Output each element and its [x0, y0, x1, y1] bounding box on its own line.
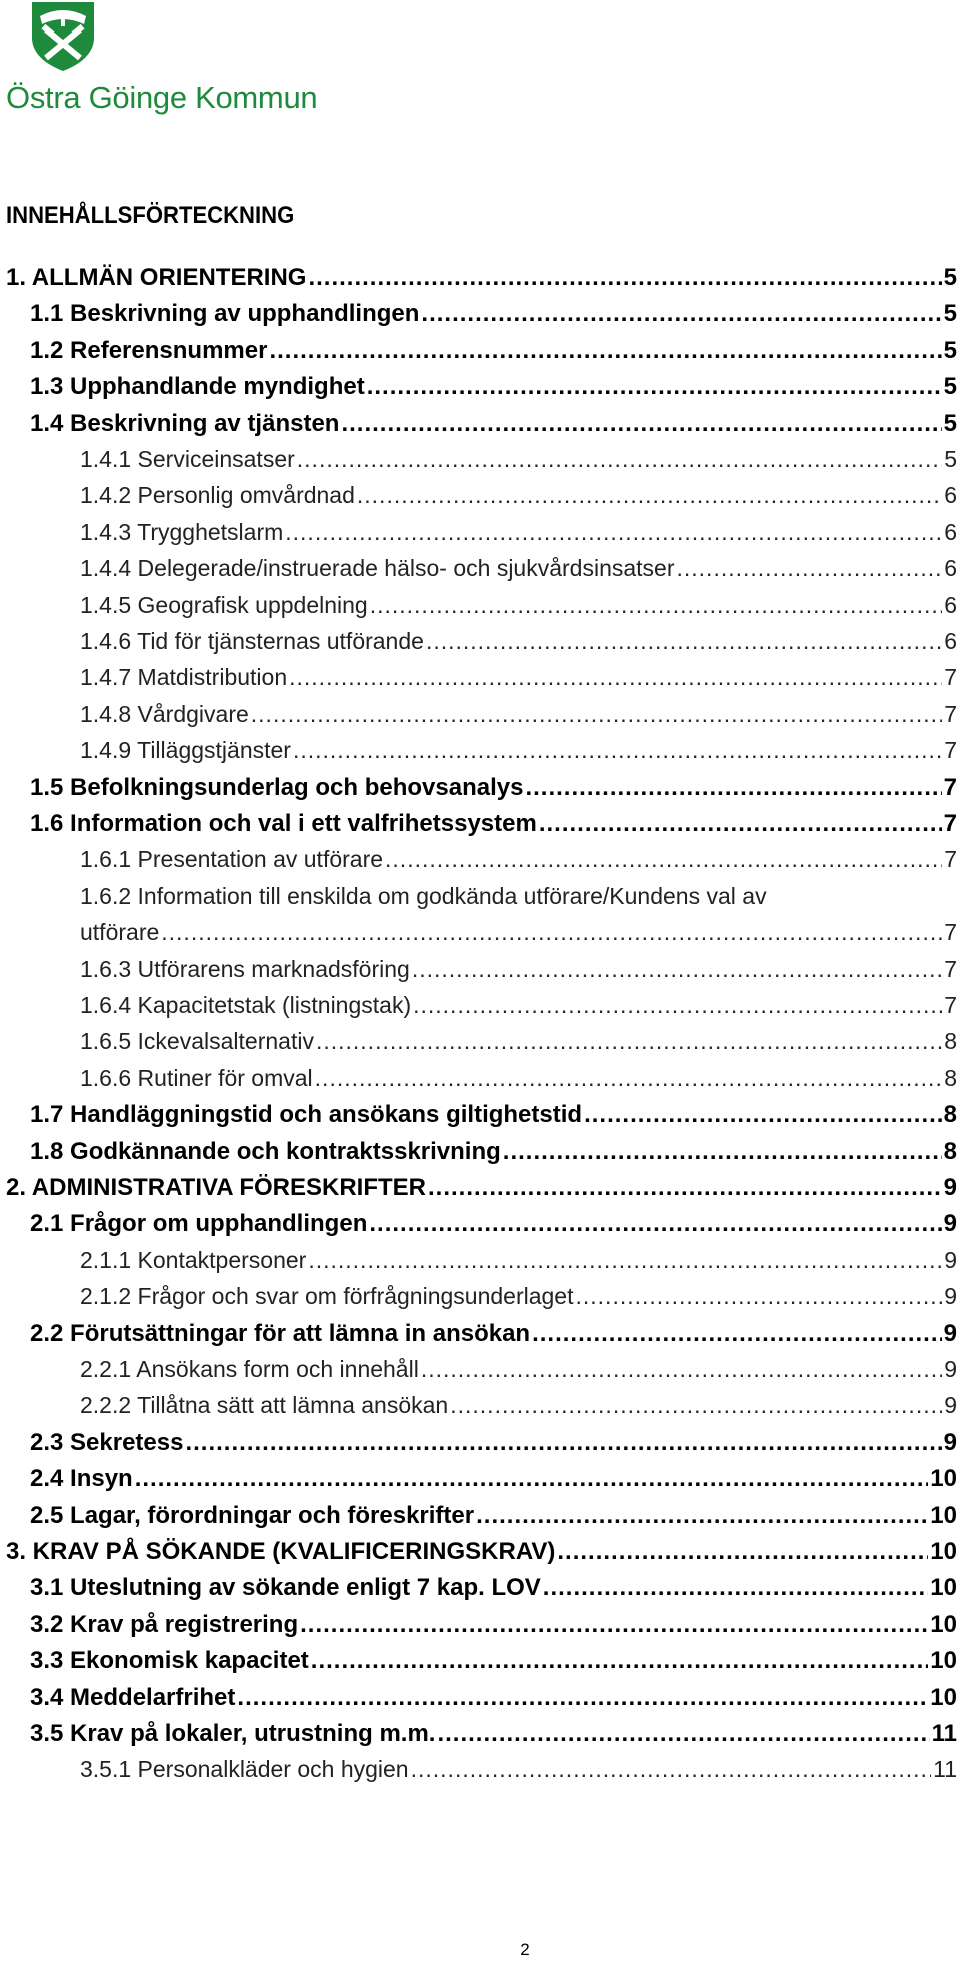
toc-entry[interactable] [80, 555, 957, 582]
toc-entry-page: 9 [943, 1428, 957, 1456]
toc-leader-dots [411, 1756, 932, 1783]
toc-entry[interactable] [30, 373, 957, 401]
toc-entry-page: 10 [930, 1538, 957, 1565]
toc-entry[interactable] [80, 1028, 957, 1055]
toc-entry[interactable] [30, 1465, 957, 1493]
toc-leader-dots [316, 1028, 942, 1055]
toc-leader-dots [315, 1065, 943, 1092]
toc-entry-page: 7 [944, 919, 957, 946]
toc-leader-dots [293, 737, 942, 764]
toc-entry-label: 1.6.2 Information till enskilda om godkända utförare/Kundens val av [80, 882, 767, 909]
toc-leader-dots [308, 1247, 942, 1274]
toc-entry-page: 8 [944, 1064, 957, 1091]
toc-entry-label: 1.4.4 Delegerade/instruerade hälso- och sjukvårdsinsatser [80, 555, 675, 582]
toc-entry[interactable] [80, 592, 957, 619]
toc-leader-dots [237, 1684, 928, 1712]
toc-leader-dots [357, 482, 942, 509]
toc-entry-page: 6 [944, 591, 957, 618]
toc-entry-page: 10 [930, 1647, 957, 1675]
toc-leader-dots [370, 592, 943, 619]
toc-entry-page: 9 [943, 1210, 957, 1238]
toc-leader-dots [421, 300, 941, 328]
toc-entry-label: 2.2.1 Ansökans form och innehåll [80, 1356, 419, 1382]
toc-entry-label: 1.6.5 Ickevalsalternativ [80, 1028, 314, 1055]
toc-leader-dots [543, 1574, 929, 1602]
toc-entry-label: 2.2.2 Tillåtna sätt att lämna ansökan [80, 1392, 449, 1419]
toc-entry-page: 7 [944, 700, 957, 727]
toc-entry[interactable] [30, 1320, 957, 1348]
toc-leader-dots [503, 1138, 942, 1166]
toc-leader-dots [413, 992, 942, 1019]
toc-entry-page: 5 [943, 300, 957, 328]
toc-entry-label: 1.4.3 Trygghetslarm [80, 518, 284, 545]
toc-entry-label: 1.6.1 Presentation av utförare [80, 846, 384, 873]
toc-entry[interactable] [30, 300, 957, 328]
toc-entry[interactable] [80, 846, 957, 873]
toc-entry-label: 1.4.6 Tid för tjänsternas utförande [80, 628, 424, 654]
toc-entry[interactable] [30, 1101, 957, 1129]
toc-leader-dots [437, 1720, 929, 1748]
toc-entry[interactable] [80, 737, 957, 764]
toc-entry[interactable] [80, 1065, 957, 1092]
toc-entry-label: 3. KRAV PÅ SÖKANDE (KVALIFICERINGSKRAV) [6, 1538, 556, 1565]
toc-entry[interactable] [6, 264, 957, 292]
toc-entry-page: 7 [943, 810, 957, 837]
toc-entry-label: 3.5 Krav på lokaler, utrustning m.m. [30, 1720, 436, 1747]
toc-entry-label: 3.1 Uteslutning av sökande enligt 7 kap. LOV [30, 1574, 541, 1602]
toc-entry-page: 10 [930, 1610, 957, 1638]
toc-entry-page: 6 [944, 518, 957, 545]
toc-entry[interactable] [80, 1247, 957, 1274]
toc-entry[interactable] [80, 992, 957, 1019]
toc-entry[interactable] [30, 1429, 957, 1457]
toc-entry-label: 1.4.2 Personlig omvårdnad [80, 482, 355, 509]
toc-entry-label: 3.4 Meddelarfrihet [30, 1683, 236, 1711]
toc-entry[interactable] [30, 810, 957, 838]
municipal-shield-icon [30, 0, 96, 72]
toc-leader-dots [385, 846, 942, 873]
toc-leader-dots [421, 1356, 942, 1383]
toc-entry-page: 8 [944, 1028, 957, 1055]
toc-entry-label: 2. ADMINISTRATIVA FÖRESKRIFTER [6, 1174, 426, 1201]
toc-leader-dots [285, 519, 942, 546]
toc-leader-dots [369, 1210, 941, 1238]
toc-entry-page: 10 [930, 1574, 957, 1602]
toc-leader-dots [269, 337, 941, 365]
toc-leader-dots [532, 1320, 942, 1348]
toc-entry-page: 8 [943, 1101, 957, 1129]
toc-entry-label: 1.6.4 Kapacitetstak (listningstak) [80, 992, 412, 1018]
toc-entry[interactable] [30, 1611, 957, 1639]
toc-entry-label: 1.6.6 Rutiner för omval [80, 1064, 313, 1091]
toc-entry[interactable] [30, 774, 957, 802]
toc-entry-page: 10 [930, 1683, 957, 1711]
toc-entry[interactable] [30, 337, 957, 365]
toc-entry-page: 9 [944, 1283, 957, 1310]
toc-entry-label: 1.4 Beskrivning av tjänsten [30, 409, 340, 437]
toc-entry-page: 7 [944, 846, 957, 873]
toc-entry[interactable] [80, 628, 957, 655]
toc-entry-page: 6 [944, 555, 957, 582]
toc-leader-dots [308, 264, 941, 292]
toc-entry[interactable] [80, 956, 957, 983]
toc-leader-dots [161, 919, 942, 946]
toc-entry-label: 1.6.3 Utförarens marknadsföring [80, 955, 410, 982]
toc-entry-page: 6 [944, 482, 957, 509]
toc-entry[interactable] [30, 410, 957, 438]
toc-entry-page: 5 [944, 446, 957, 472]
toc-leader-dots [289, 664, 942, 691]
toc-entry-page: 7 [944, 992, 957, 1018]
toc-leader-dots [341, 410, 941, 438]
toc-entry-page: 7 [943, 773, 957, 801]
toc-entry[interactable] [80, 519, 957, 546]
toc-leader-dots [297, 446, 942, 473]
toc-entry-label: 2.1 Frågor om upphandlingen [30, 1210, 368, 1238]
toc-entry-page: 10 [930, 1501, 957, 1529]
toc-entry-page: 5 [943, 264, 957, 291]
toc-leader-dots [311, 1647, 929, 1675]
municipality-logo [6, 0, 326, 125]
toc-entry-page: 9 [943, 1319, 957, 1347]
toc-entry-page: 7 [944, 737, 957, 764]
toc-entry-label: 1.1 Beskrivning av upphandlingen [30, 300, 420, 328]
toc-entry-page: 11 [933, 1756, 957, 1783]
toc-leader-dots [300, 1611, 928, 1639]
toc-entry-label: 2.3 Sekretess [30, 1428, 184, 1456]
toc-leader-dots [412, 956, 942, 983]
toc-leader-dots [367, 373, 942, 401]
toc-leader-dots [677, 555, 943, 582]
toc-entry[interactable] [30, 1647, 957, 1675]
toc-entry[interactable] [80, 1392, 957, 1419]
toc-entry-page: 7 [944, 955, 957, 982]
toc-entry-page: 7 [944, 664, 957, 691]
toc-entry[interactable] [30, 1138, 957, 1166]
toc-entry-label: 1.4.5 Geografisk uppdelning [80, 591, 368, 618]
toc-entry-label: 2.1.1 Kontaktpersoner [80, 1246, 307, 1273]
toc-leader-dots [557, 1538, 928, 1566]
toc-entry-label: 3.5.1 Personalkläder och hygien [80, 1756, 409, 1783]
toc-entry-label: 1.8 Godkännande och kontraktsskrivning [30, 1137, 501, 1165]
toc-entry-label: 1.4.8 Vårdgivare [80, 700, 249, 727]
toc-entry[interactable] [6, 1538, 957, 1566]
toc-entry-label: utförare [80, 919, 160, 946]
toc-leader-dots [584, 1101, 942, 1129]
toc-entry[interactable] [80, 701, 957, 728]
toc-entry-label: 1.4.7 Matdistribution [80, 664, 288, 691]
toc-entry-page: 9 [943, 1174, 957, 1201]
toc-entry-label: 2.2 Förutsättningar för att lämna in ansökan [30, 1319, 531, 1347]
toc-leader-dots [576, 1283, 943, 1310]
toc-title: INNEHÅLLSFÖRTECKNING [6, 202, 295, 229]
toc-entry-label: 1.4.9 Tilläggstjänster [80, 737, 291, 764]
toc-entry[interactable] [80, 446, 957, 473]
toc-entry-label: 1.6 Information och val i ett valfrihetssystem [30, 810, 537, 837]
toc-entry-page: 11 [931, 1720, 957, 1747]
toc-leader-dots [426, 628, 942, 655]
toc-entry[interactable] [80, 1356, 957, 1383]
toc-entry-label: 2.4 Insyn [30, 1465, 133, 1493]
toc-leader-dots [539, 810, 942, 838]
toc-leader-dots [525, 774, 941, 802]
toc-entry-label: 2.5 Lagar, förordningar och föreskrifter [30, 1501, 475, 1529]
toc-entry-page: 9 [944, 1392, 957, 1419]
toc-entry[interactable] [30, 1720, 957, 1748]
toc-entry-label: 1.5 Befolkningsunderlag och behovsanalys [30, 773, 524, 801]
toc-entry-label: 1.7 Handläggningstid och ansökans giltighetstid [30, 1101, 583, 1129]
toc-leader-dots [476, 1502, 928, 1530]
toc-entry-page: 9 [944, 1356, 957, 1382]
toc-leader-dots [185, 1429, 941, 1457]
toc-entry-page: 9 [944, 1246, 957, 1273]
toc-entry[interactable] [30, 1684, 957, 1712]
toc-entry-label: 3.2 Krav på registrering [30, 1610, 299, 1638]
toc-leader-dots [135, 1465, 929, 1493]
toc-entry-page: 5 [943, 409, 957, 437]
toc-entry[interactable] [6, 1174, 957, 1202]
toc-entry[interactable] [30, 1574, 957, 1602]
page-number: 2 [520, 1940, 530, 1959]
toc-entry-label: 1.3 Upphandlande myndighet [30, 373, 365, 401]
organization-name: Östra Göinge Kommun [6, 80, 318, 115]
toc-leader-dots [251, 701, 942, 728]
toc-entry[interactable] [80, 664, 957, 691]
toc-leader-dots [428, 1174, 942, 1202]
toc-entry-label: 2.1.2 Frågor och svar om förfrågningsunderlaget [80, 1283, 574, 1310]
toc-entry-label: 1.2 Referensnummer [30, 336, 268, 364]
toc-entry-page: 10 [930, 1465, 957, 1493]
toc-entry-page: 5 [943, 336, 957, 364]
toc-entry[interactable] [30, 1502, 957, 1530]
toc-entry[interactable] [80, 1283, 957, 1310]
toc-entry-page: 5 [943, 373, 957, 401]
toc-entry-page: 8 [943, 1137, 957, 1165]
toc-entry-page: 6 [944, 628, 957, 654]
toc-entry-label: 1.4.1 Serviceinsatser [80, 446, 295, 472]
toc-entry[interactable] [80, 1756, 957, 1783]
toc-entry-label: 1. ALLMÄN ORIENTERING [6, 264, 307, 291]
toc-leader-dots [450, 1392, 942, 1419]
toc-entry[interactable] [80, 482, 957, 509]
toc-entry-label: 3.3 Ekonomisk kapacitet [30, 1647, 309, 1675]
toc-entry[interactable] [30, 1210, 957, 1238]
toc-entry[interactable] [80, 919, 957, 946]
